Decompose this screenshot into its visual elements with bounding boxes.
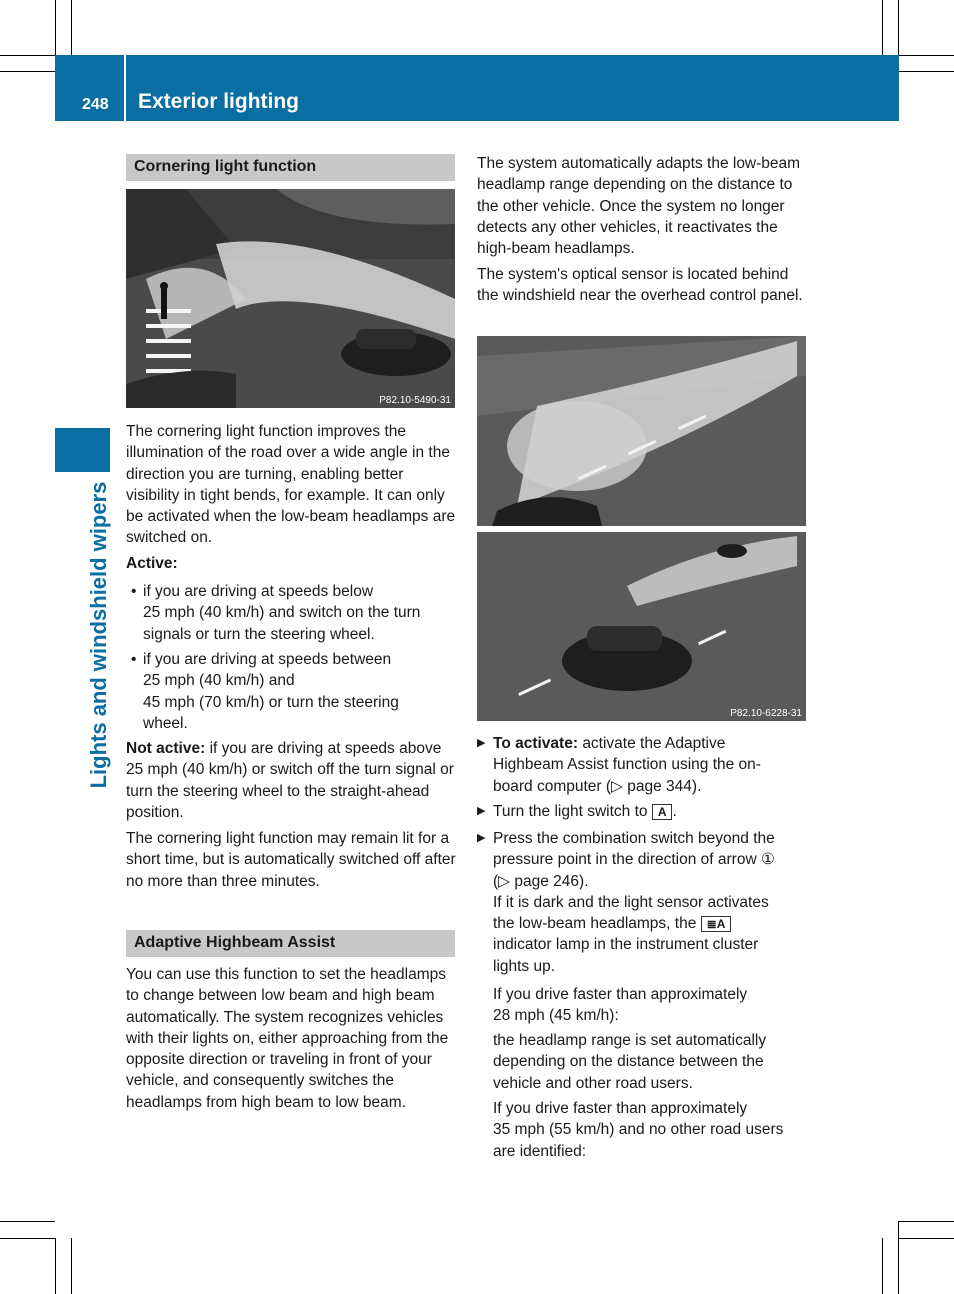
not-active-text: if you are driving at speeds above 25 mph (40 km/h) or switch off the turn signal or turn the steering wheel to the straight-ahead position. bbox=[126, 740, 454, 821]
highbeam-illustration bbox=[477, 336, 806, 721]
cornering-intro: The cornering light function improves the illumination of the road over a wide angle in the direction you are turning, enabling better visibility in tight bends, for example. It can only be activated when the low-beam headlamps are switched on. bbox=[126, 423, 456, 547]
crop-mark bbox=[0, 1238, 55, 1239]
section-heading-cornering: Cornering light function bbox=[126, 154, 455, 181]
section-heading-ahba: Adaptive Highbeam Assist bbox=[126, 930, 455, 957]
crop-mark bbox=[899, 1238, 954, 1239]
step-arrow-icon: ▶ bbox=[477, 805, 486, 817]
not-active-paragraph bbox=[126, 738, 456, 823]
step-combination-switch: ▶ Press the combination switch beyond the pressure point in the direction of arrow ① (▷ page 246). If it is dark and the light sensor activates the low-beam headlamps, the ≣A indicator lamp in the instrument cluster lights up. bbox=[477, 830, 775, 975]
crop-mark bbox=[0, 55, 55, 56]
bullet-dot: • bbox=[131, 583, 137, 600]
step-arrow-icon: ▶ bbox=[477, 737, 486, 749]
highbeam-assist-indicator-icon: ≣A bbox=[701, 916, 732, 932]
condition-35mph: If you drive faster than approximately 35 mph (55 km/h) and no other road users are identified: bbox=[493, 1100, 784, 1160]
crop-mark bbox=[55, 0, 56, 55]
crop-mark bbox=[898, 1221, 899, 1294]
page-title: Exterior lighting bbox=[138, 90, 300, 113]
bullet-dot: • bbox=[131, 651, 137, 668]
crop-mark bbox=[71, 1238, 72, 1294]
step-light-switch: ▶ Turn the light switch to A . bbox=[493, 801, 808, 822]
crop-mark bbox=[899, 55, 954, 56]
crop-mark bbox=[0, 1221, 55, 1222]
crop-mark bbox=[71, 0, 72, 55]
auto-light-symbol-icon: A bbox=[652, 804, 673, 820]
cornering-light-illustration bbox=[126, 189, 455, 408]
adapt-paragraph: The system automatically adapts the low-beam headlamp range depending on the distance to the other vehicle. Once the system no longer detects any other vehicles, it reactivates the high-beam headlamps. bbox=[477, 155, 801, 258]
chapter-label: Lights and windshield wipers bbox=[86, 481, 111, 789]
crop-mark bbox=[882, 1238, 883, 1294]
crop-mark bbox=[898, 0, 899, 55]
chapter-tab bbox=[55, 428, 110, 472]
condition-28mph: If you drive faster than approximately 28 mph (45 km/h): bbox=[493, 986, 748, 1025]
crop-mark bbox=[55, 1238, 56, 1294]
list-item: • if you are driving at speeds below 25 mph (40 km/h) and switch on the turn signals or turn the steering wheel. bbox=[131, 583, 421, 643]
header-divider bbox=[124, 55, 126, 121]
page-number: 248 bbox=[82, 96, 109, 113]
step-arrow-icon: ▶ bbox=[477, 832, 486, 844]
list-item: • if you are driving at speeds between 25 mph (40 km/h) and 45 mph (70 km/h) or turn the steering wheel. bbox=[131, 651, 399, 732]
crop-mark bbox=[882, 0, 883, 55]
crop-mark bbox=[0, 71, 55, 72]
remain-paragraph: The cornering light function may remain lit for a short time, but is automatically switched off after no more than three minutes. bbox=[126, 830, 456, 890]
ahba-intro: You can use this function to set the headlamps to change between low beam and high beam automatically. The system recognizes vehicles with their lights on, either approaching from the opposite direction or traveling in front of your vehicle, and consequently switches the headlamps from high beam to low beam. bbox=[126, 966, 449, 1111]
step-activate: ▶ To activate: activate the Adaptive Highbeam Assist function using the on- board computer (▷ page 344). bbox=[477, 735, 761, 795]
active-label: Active: bbox=[126, 555, 178, 572]
condition-28mph-result: the headlamp range is set automatically depending on the distance between the vehicle and other road users. bbox=[493, 1032, 767, 1092]
sensor-paragraph: The system's optical sensor is located behind the windshield near the overhead control panel. bbox=[477, 266, 803, 305]
image-code: P82.10-5490-31 bbox=[379, 395, 451, 406]
crop-mark bbox=[899, 1221, 954, 1222]
image-code: P82.10-6228-31 bbox=[730, 708, 802, 719]
crop-mark bbox=[899, 71, 954, 72]
not-active-label: Not active: bbox=[126, 740, 206, 757]
